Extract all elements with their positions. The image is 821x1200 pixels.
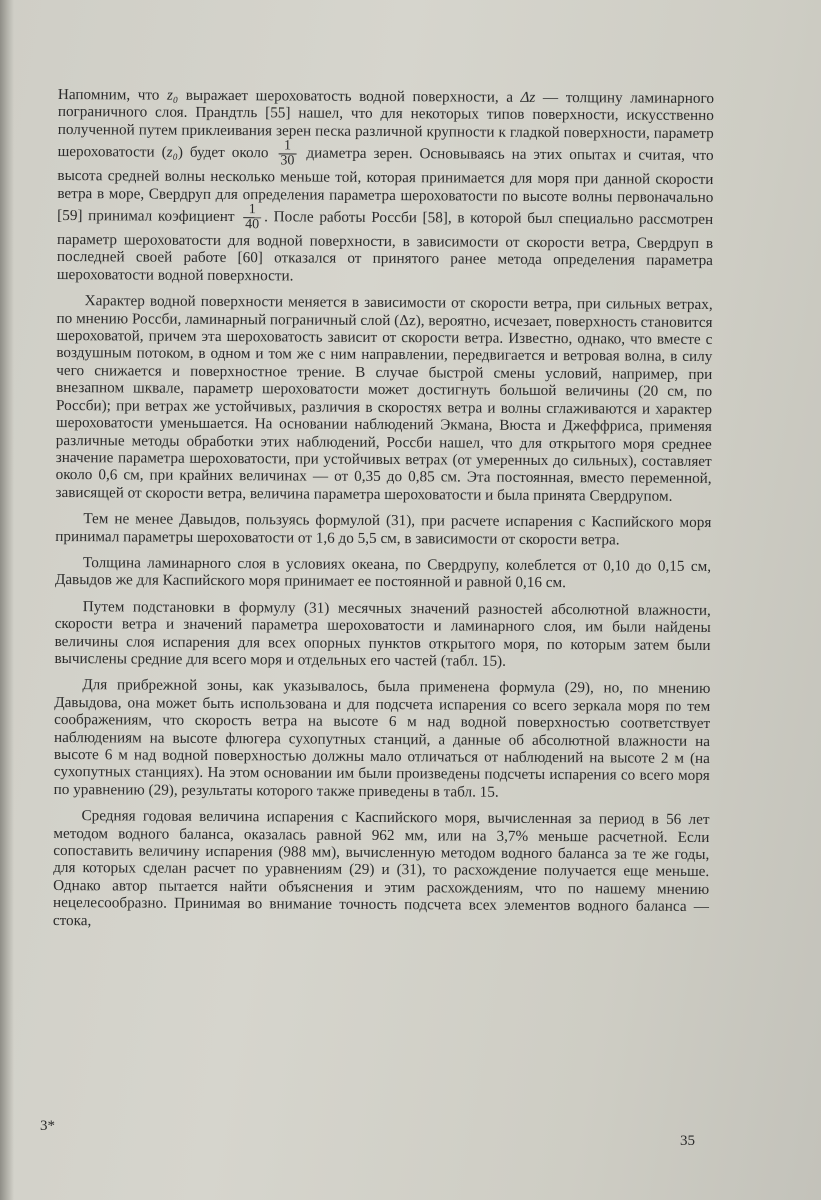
paragraph-3: Тем не менее Давыдов, пользуясь формулой (31), при расчете испарения с Каспийского моря принимал параметры шероховатости от 1,6 до 5,5 см, в зависимости от скорости ветра.: [55, 510, 712, 548]
paragraph-1: Напомним, что z₀ выражает шероховатость водной поверхности, а Δz — толщину ламинарного пограничного слоя. Прандтль [55] нашел, что для некоторых типов поверхности, искусственно полученной путем приклеивания зерен песка различной крупности к гладкой поверхности, параметр шероховатости (z₀) будет около $\frac{1}{30}$ диаметра зерен. Основываясь на этих опытах и считая, что высота средней волны несколько меньше той, которая принимается для моря при данной скорости ветра в море, Свердруп для определения параметра шероховатости по высоте волны первоначально [59] принимал коэфициент $\frac{1}{40}$ . После работы Россби [58], в которой был специально рассмотрен параметр шероховатости для водной поверхности, в зависимости от скорости ветра, Свердруп в последней своей работе [60] отказался от принятого ранее метода определения параметра шероховатости водной поверхности.: [56, 86, 714, 285]
paragraph-7: Средняя годовая величина испарения с Каспийского моря, вычисленная за период в 56 лет методом водного баланса, оказалась равной 962 мм, или на 3,7% меньше расчетной. Если сопоставить величину испарения (988 мм), вычисленную методом водного баланса за те же годы, для которых сделан расчет по уравнениям (29) и (31), то расхождение получается еще меньше. Однако автор пытается найти объяснения и этим расхождениям, что по нашему мнению нецелесообразно. Принимая во внимание точность подсчета всех элементов водного баланса — стока,: [52, 807, 710, 929]
body-text: [53, 86, 714, 942]
paragraph-5: Путем подстановки в формулу (31) месячных значений разностей абсолютной влажности, скорости ветра и значений параметра шероховатости и ламинарного слоя, им были найдены величины слоя испарения для всех опорных пунктов открытого моря, по которым затем были вычислены средние для всего моря и отдельных его частей (табл. 15).: [54, 597, 711, 670]
paragraph-2: Характер водной поверхности меняется в зависимости от скорости ветра, при сильных ветрах, по мнению Россби, ламинарный пограничный слой (Δz), вероятно, исчезает, поверхность становится шероховатой, причем эта шероховатость зависит от скорости ветра. Известно, однако, что вместе с воздушным потоком, в одном и том же с ним направлении, передвигается и ветровая волна, в силу чего снижается и поверхностное трение. В случае быстрой смены условий, например, при внезапном шквале, параметр шероховатости может достигнуть большой величины (20 см, по Россби); при ветрах же устойчивых, различия в скоростях ветра и волны сглаживаются и характер шероховатости уменьшается. На основании наблюдений Экмана, Вюста и Джеффриса, применяя различные методы обработки этих наблюдений, Россби нашел, что для открытого моря среднее значение параметра шероховатости, при устойчивых ветрах (от умеренных до сильных), составляет около 0,6 см, при крайних величинах — от 0,35 до 0,85 см. Эта постоянная, вместо переменной, зависящей от скорости ветра, величина параметра шероховатости и была принята Свердрупом.: [55, 292, 713, 505]
paragraph-6: Для прибрежной зоны, как указывалось, была применена формула (29), но, по мнению Давыдова, она может быть использована и для подсчета испарения со всего зеркала моря по тем соображениям, что скорость ветра на высоте 6 м над водной поверхностью соответствует наблюдениям на высоте флюгера сухопутных станций, а данные об абсолютной влажности на высоте 6 м над водной поверхностью должны мало отличаться от наблюдений на высоте 2 м (на сухопутных станциях). На этом основании им были произведены подсчеты испарения со всего моря по уравнению (29), результаты которого также приведены в табл. 15.: [53, 676, 711, 801]
fraction-1-40: $\frac{1}{40}$: [243, 203, 261, 232]
fraction-1-30: $\frac{1}{30}$: [278, 140, 296, 169]
page-number: 35: [680, 1133, 695, 1149]
symbol-z0: z₀: [166, 86, 179, 104]
page-left-edge: [0, 0, 14, 1200]
paragraph-4: Толщина ламинарного слоя в условиях океана, по Свердрупу, колеблется от 0,10 до 0,15 см, Давыдов же для Каспийского моря принимает ее постоянной и равной 0,16 см.: [54, 554, 712, 592]
symbol-z0: z₀: [166, 143, 178, 161]
symbol-delta-z: Δz: [520, 88, 536, 106]
signature-mark: 3*: [40, 1118, 55, 1134]
